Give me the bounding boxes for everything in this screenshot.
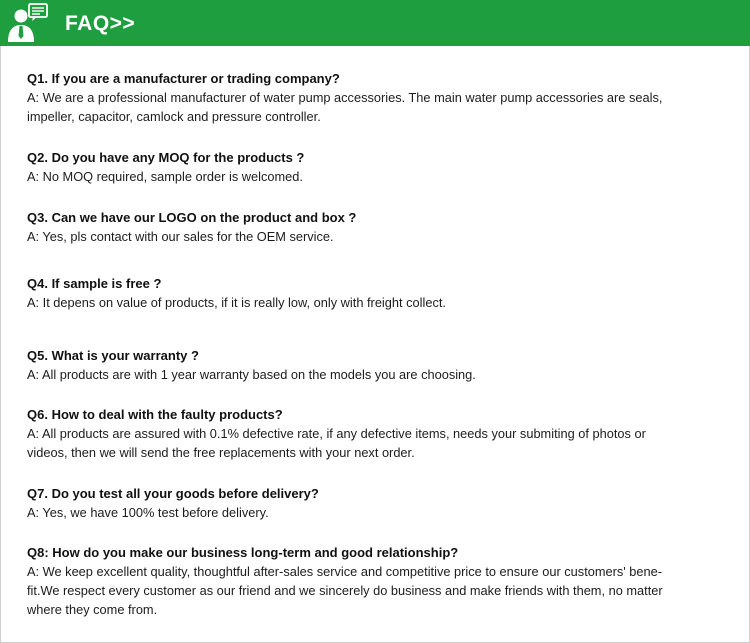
faq-answer-line: A: All products are with 1 year warranty based on the models you are choosing. bbox=[27, 367, 476, 382]
faq-question: Q6. How to deal with the faulty products? bbox=[27, 407, 283, 422]
faq-item-3 bbox=[27, 208, 727, 246]
faq-answer-line: A: No MOQ required, sample order is welcomed. bbox=[27, 169, 303, 184]
faq-answer bbox=[27, 293, 727, 312]
faq-question: Q4. If sample is free ? bbox=[27, 276, 162, 291]
faq-answer-line: A: All products are assured with 0.1% defective rate, if any defective items, needs your submiting of photos or bbox=[27, 426, 646, 441]
faq-title: FAQ>> bbox=[65, 12, 136, 35]
faq-answer-line: A: Yes, we have 100% test before delivery. bbox=[27, 505, 269, 520]
faq-answer-line: fit.We respect every customer as our friend and we sincerely do business and make friends with them, no matter bbox=[27, 583, 663, 598]
faq-answer bbox=[27, 424, 727, 462]
faq-question: Q2. Do you have any MOQ for the products ? bbox=[27, 150, 305, 165]
faq-question: Q3. Can we have our LOGO on the product and box ? bbox=[27, 210, 357, 225]
faq-header-bar bbox=[0, 0, 750, 46]
faq-question: Q8: How do you make our business long-term and good relationship? bbox=[27, 545, 459, 560]
faq-question: Q5. What is your warranty ? bbox=[27, 348, 199, 363]
faq-answer-line: A: We are a professional manufacturer of water pump accessories. The main water pump accessories are seals, bbox=[27, 90, 663, 105]
faq-answer bbox=[27, 562, 727, 619]
faq-answer bbox=[27, 503, 727, 522]
faq-answer-line: impeller, capacitor, camlock and pressure controller. bbox=[27, 109, 321, 124]
faq-answer-line: A: We keep excellent quality, thoughtful after-sales service and competitive price to ensure our customers' bene- bbox=[27, 564, 663, 579]
faq-answer-line: A: Yes, pls contact with our sales for the OEM service. bbox=[27, 229, 334, 244]
faq-item-5 bbox=[27, 346, 727, 384]
faq-question: Q7. Do you test all your goods before delivery? bbox=[27, 486, 319, 501]
faq-item-4 bbox=[27, 274, 727, 312]
faq-item-6 bbox=[27, 405, 727, 462]
support-agent-icon bbox=[6, 3, 50, 43]
faq-item-1 bbox=[27, 69, 727, 126]
faq-item-2 bbox=[27, 148, 727, 186]
faq-answer bbox=[27, 227, 727, 246]
faq-answer bbox=[27, 365, 727, 384]
faq-answer-line: where they come from. bbox=[27, 602, 158, 617]
faq-item-7 bbox=[27, 484, 727, 522]
faq-answer-line: A: It depens on value of products, if it is really low, only with freight collect. bbox=[27, 295, 446, 310]
faq-question: Q1. If you are a manufacturer or trading company? bbox=[27, 71, 340, 86]
faq-answer-line: videos, then we will send the free replacements with your next order. bbox=[27, 445, 415, 460]
faq-answer bbox=[27, 88, 727, 126]
faq-item-8 bbox=[27, 543, 727, 619]
faq-answer bbox=[27, 167, 727, 186]
